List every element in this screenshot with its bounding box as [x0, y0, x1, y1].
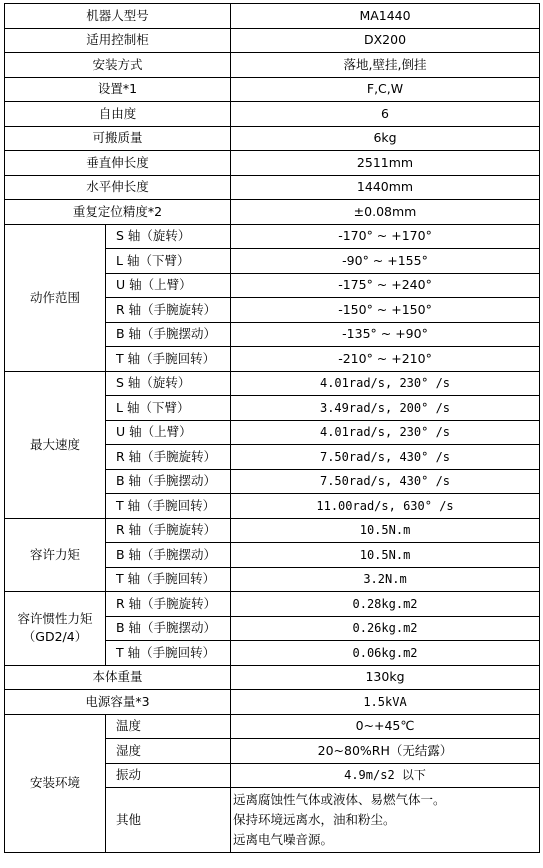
allowable-torque-label: 容许力矩 [5, 518, 106, 592]
axis-value: -90° ~ +155° [231, 249, 540, 274]
row-label: 设置*1 [5, 77, 231, 102]
axis-label: T 轴（手腕回转） [106, 641, 231, 666]
row-label: 重复定位精度*2 [5, 200, 231, 225]
row-label: 水平伸长度 [5, 175, 231, 200]
environment-label: 安装环境 [5, 714, 106, 853]
row-value: 6 [231, 102, 540, 127]
axis-label: B 轴（手腕摆动） [106, 469, 231, 494]
axis-value: 0.06kg.m2 [231, 641, 540, 666]
env-other-value [231, 788, 540, 853]
row-value: MA1440 [231, 4, 540, 29]
axis-label: T 轴（手腕回转） [106, 494, 231, 519]
row-label: 本体重量 [5, 665, 231, 690]
axis-label: T 轴（手腕回转） [106, 347, 231, 372]
row-label: 垂直伸长度 [5, 151, 231, 176]
spec-table-container [4, 3, 540, 853]
row-label: 可搬质量 [5, 126, 231, 151]
axis-value: 4.01rad/s, 230° /s [231, 420, 540, 445]
row-label: 适用控制柜 [5, 28, 231, 53]
table-row [5, 224, 540, 249]
axis-value: 3.49rad/s, 200° /s [231, 396, 540, 421]
env-other-line: 远离腐蚀性气体或液体、易燃气体一。 [233, 792, 446, 807]
row-label: 机器人型号 [5, 4, 231, 29]
row-label: 安装方式 [5, 53, 231, 78]
allowable-inertia-label [5, 592, 106, 666]
env-item-label: 温度 [106, 714, 231, 739]
axis-label: S 轴（旋转） [106, 371, 231, 396]
env-other-line: 保持环境远离水，油和粉尘。 [233, 812, 396, 827]
axis-value: 11.00rad/s, 630° /s [231, 494, 540, 519]
axis-label: U 轴（上臂） [106, 420, 231, 445]
row-value: 1440mm [231, 175, 540, 200]
row-value: 2511mm [231, 151, 540, 176]
axis-value: -150° ~ +150° [231, 298, 540, 323]
table-row [5, 28, 540, 53]
row-value: ±0.08mm [231, 200, 540, 225]
table-row [5, 4, 540, 29]
row-label: 电源容量*3 [5, 690, 231, 715]
table-row [5, 690, 540, 715]
table-row [5, 77, 540, 102]
allowable-inertia-subtitle: （GD2/4） [22, 629, 88, 645]
env-item-value: 4.9m/s2 以下 [231, 763, 540, 788]
axis-label: L 轴（下臂） [106, 249, 231, 274]
axis-value: -135° ~ +90° [231, 322, 540, 347]
row-value: 130kg [231, 665, 540, 690]
axis-label: S 轴（旋转） [106, 224, 231, 249]
row-label: 自由度 [5, 102, 231, 127]
axis-label: R 轴（手腕旋转） [106, 592, 231, 617]
axis-label: B 轴（手腕摆动） [106, 616, 231, 641]
row-value: 6kg [231, 126, 540, 151]
table-row [5, 200, 540, 225]
axis-value: 0.26kg.m2 [231, 616, 540, 641]
table-row [5, 714, 540, 739]
row-value: DX200 [231, 28, 540, 53]
table-row [5, 665, 540, 690]
table-row [5, 126, 540, 151]
row-value: F,C,W [231, 77, 540, 102]
axis-value: 10.5N.m [231, 543, 540, 568]
max-speed-label: 最大速度 [5, 371, 106, 518]
table-row [5, 151, 540, 176]
row-value: 落地,壁挂,倒挂 [231, 53, 540, 78]
axis-value: -170° ~ +170° [231, 224, 540, 249]
env-item-value: 20~80%RH（无结露） [231, 739, 540, 764]
table-row [5, 102, 540, 127]
axis-label: B 轴（手腕摆动） [106, 322, 231, 347]
axis-label: R 轴（手腕旋转） [106, 518, 231, 543]
axis-value: -175° ~ +240° [231, 273, 540, 298]
env-item-label: 湿度 [106, 739, 231, 764]
env-item-value: 0~+45℃ [231, 714, 540, 739]
axis-label: R 轴（手腕旋转） [106, 445, 231, 470]
axis-value: 0.28kg.m2 [231, 592, 540, 617]
row-value: 1.5kVA [231, 690, 540, 715]
env-item-label: 振动 [106, 763, 231, 788]
axis-label: L 轴（下臂） [106, 396, 231, 421]
table-row [5, 371, 540, 396]
axis-value: 4.01rad/s, 230° /s [231, 371, 540, 396]
table-row [5, 592, 540, 617]
axis-value: 7.50rad/s, 430° /s [231, 445, 540, 470]
axis-label: R 轴（手腕旋转） [106, 298, 231, 323]
allowable-inertia-title: 容许惯性力矩 [17, 611, 93, 627]
axis-value: 10.5N.m [231, 518, 540, 543]
motion-range-label: 动作范围 [5, 224, 106, 371]
axis-value: 3.2N.m [231, 567, 540, 592]
table-row [5, 518, 540, 543]
env-other-label: 其他 [106, 788, 231, 853]
table-row [5, 53, 540, 78]
axis-label: T 轴（手腕回转） [106, 567, 231, 592]
axis-value: 7.50rad/s, 430° /s [231, 469, 540, 494]
axis-label: U 轴（上臂） [106, 273, 231, 298]
table-row [5, 175, 540, 200]
axis-label: B 轴（手腕摆动） [106, 543, 231, 568]
axis-value: -210° ~ +210° [231, 347, 540, 372]
env-other-line: 远离电气噪音源。 [233, 832, 334, 847]
robot-spec-table [4, 3, 540, 853]
